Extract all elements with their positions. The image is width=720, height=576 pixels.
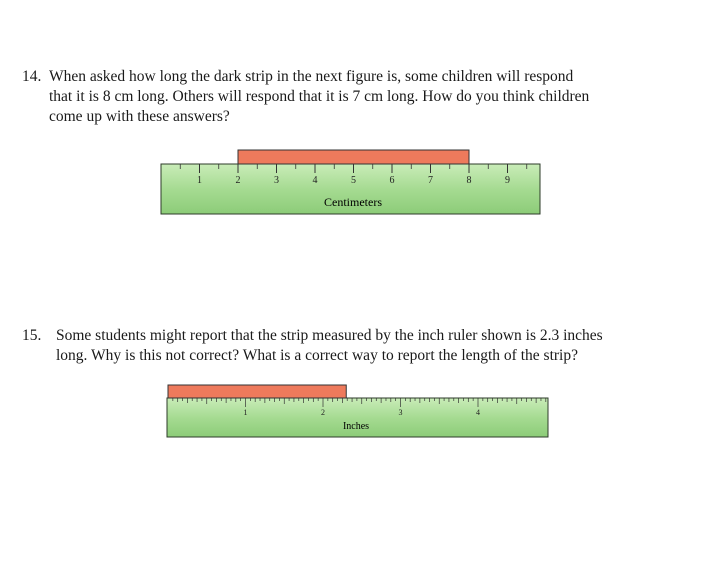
cm-tick-label: 4 xyxy=(312,175,318,186)
question-14-line-1: When asked how long the dark strip in the next figure is, some children will respond xyxy=(49,68,574,85)
inch-unit-label: Inches xyxy=(342,421,370,432)
centimeter-ruler xyxy=(160,148,542,218)
inch-tick-label: 4 xyxy=(476,408,480,417)
cm-tick-label: 3 xyxy=(274,175,279,186)
cm-tick-label: 9 xyxy=(505,175,510,186)
cm-tick-label: 1 xyxy=(197,175,202,186)
cm-dark-strip xyxy=(238,150,469,164)
question-15-line-2: long. Why is this not correct? What is a correct way to report the length of the strip? xyxy=(56,347,578,364)
inch-tick-label: 1 xyxy=(243,408,248,417)
inch-dark-strip xyxy=(168,385,346,398)
inch-tick-label: 3 xyxy=(398,408,403,417)
cm-unit-label: Centimeters xyxy=(324,195,382,209)
cm-tick-label: 6 xyxy=(389,175,395,186)
cm-tick-label: 2 xyxy=(235,175,241,186)
question-14-number: 14. xyxy=(22,68,42,85)
question-15-number: 15. xyxy=(22,327,42,344)
question-15-line-1: Some students might report that the strip measured by the inch ruler shown is 2.3 inches xyxy=(56,327,603,344)
cm-tick-label: 5 xyxy=(351,175,356,186)
cm-tick-label: 8 xyxy=(466,175,472,186)
question-14-line-3: come up with these answers? xyxy=(49,108,230,125)
inch-tick-label: 2 xyxy=(321,408,325,417)
inch-ruler xyxy=(166,382,552,440)
cm-tick-label: 7 xyxy=(428,175,433,186)
question-14-line-2: that it is 8 cm long. Others will respond that it is 7 cm long. How do you think children xyxy=(49,88,590,105)
